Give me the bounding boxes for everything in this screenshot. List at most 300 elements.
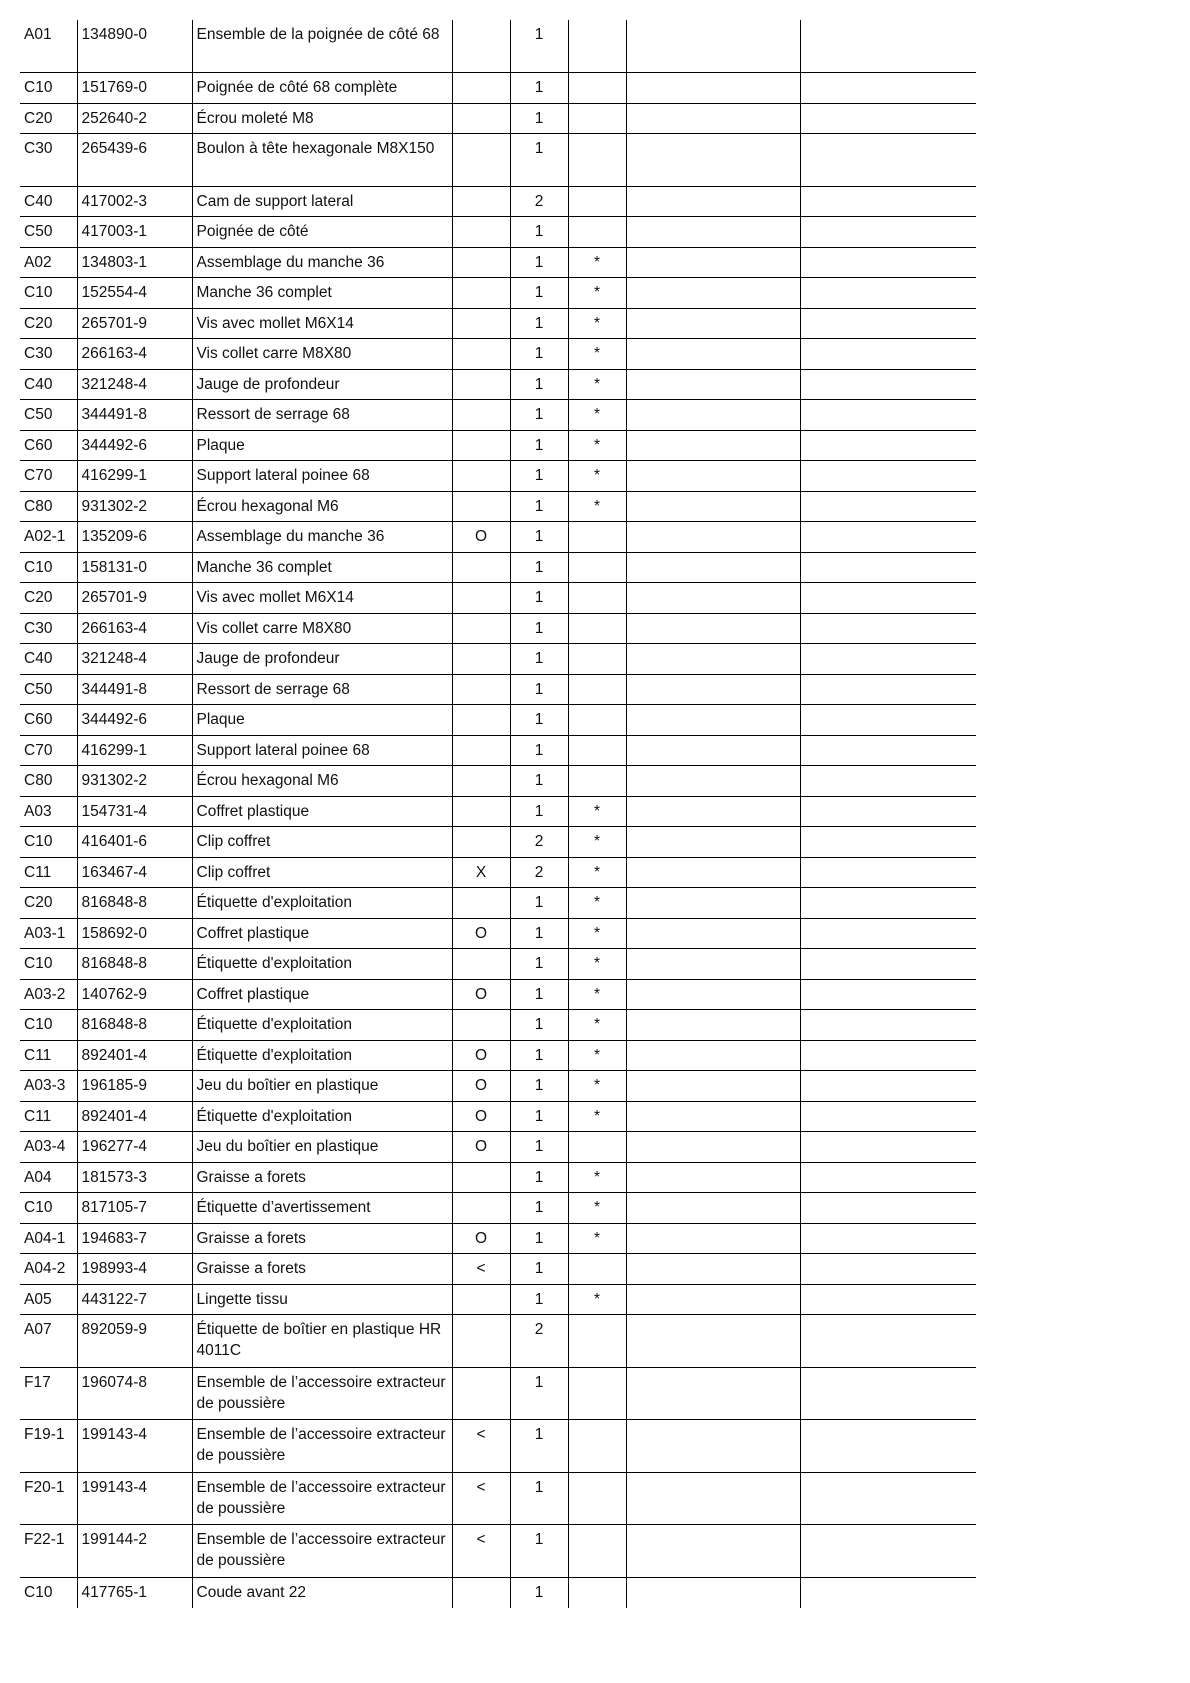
marker-cell <box>568 583 626 614</box>
empty-cell <box>800 552 976 583</box>
empty-cell <box>800 857 976 888</box>
marker-cell: * <box>568 1193 626 1224</box>
empty-cell <box>626 186 800 217</box>
marker-cell <box>568 103 626 134</box>
marker-cell: * <box>568 308 626 339</box>
empty-cell <box>800 1254 976 1285</box>
item-code-cell: A01 <box>20 20 77 73</box>
description-cell: Assemblage du manche 36 <box>192 522 452 553</box>
quantity-cell: 2 <box>510 1315 568 1368</box>
marker-cell: * <box>568 1223 626 1254</box>
empty-cell <box>800 705 976 736</box>
empty-cell <box>800 73 976 104</box>
empty-cell <box>626 888 800 919</box>
item-code-cell: A04 <box>20 1162 77 1193</box>
item-code-cell: C20 <box>20 103 77 134</box>
item-code-cell: C70 <box>20 735 77 766</box>
empty-cell <box>626 1420 800 1473</box>
item-code-cell: C30 <box>20 613 77 644</box>
table-row <box>20 888 976 919</box>
quantity-cell: 1 <box>510 1223 568 1254</box>
part-number-cell: 417003-1 <box>77 217 192 248</box>
note-cell <box>452 103 510 134</box>
part-number-cell: 266163-4 <box>77 613 192 644</box>
empty-cell <box>800 827 976 858</box>
table-row <box>20 247 976 278</box>
marker-cell <box>568 134 626 187</box>
marker-cell: * <box>568 918 626 949</box>
description-cell: Support lateral poinee 68 <box>192 735 452 766</box>
quantity-cell: 1 <box>510 461 568 492</box>
empty-cell <box>626 979 800 1010</box>
item-code-cell: C10 <box>20 827 77 858</box>
empty-cell <box>800 461 976 492</box>
description-cell: Plaque <box>192 430 452 461</box>
description-cell: Manche 36 complet <box>192 278 452 309</box>
quantity-cell: 1 <box>510 1010 568 1041</box>
table-row <box>20 583 976 614</box>
note-cell: < <box>452 1420 510 1473</box>
note-cell <box>452 1577 510 1608</box>
quantity-cell: 1 <box>510 103 568 134</box>
description-cell: Étiquette d'exploitation <box>192 1040 452 1071</box>
table-row <box>20 949 976 980</box>
empty-cell <box>800 949 976 980</box>
note-cell <box>452 1315 510 1368</box>
quantity-cell: 1 <box>510 979 568 1010</box>
quantity-cell: 1 <box>510 583 568 614</box>
marker-cell: * <box>568 888 626 919</box>
description-cell: Coude avant 22 <box>192 1577 452 1608</box>
table-row <box>20 1472 976 1525</box>
note-cell <box>452 552 510 583</box>
empty-cell <box>626 1254 800 1285</box>
item-code-cell: C10 <box>20 1010 77 1041</box>
part-number-cell: 199143-4 <box>77 1472 192 1525</box>
empty-cell <box>626 796 800 827</box>
empty-cell <box>626 1223 800 1254</box>
description-cell: Support lateral poinee 68 <box>192 461 452 492</box>
quantity-cell: 1 <box>510 1193 568 1224</box>
note-cell <box>452 1367 510 1420</box>
note-cell <box>452 20 510 73</box>
note-cell <box>452 400 510 431</box>
table-row <box>20 827 976 858</box>
table-row <box>20 1010 976 1041</box>
note-cell <box>452 134 510 187</box>
empty-cell <box>626 461 800 492</box>
table-row <box>20 1101 976 1132</box>
empty-cell <box>800 1223 976 1254</box>
description-cell: Clip coffret <box>192 827 452 858</box>
empty-cell <box>626 522 800 553</box>
empty-cell <box>626 73 800 104</box>
item-code-cell: A05 <box>20 1284 77 1315</box>
quantity-cell: 1 <box>510 949 568 980</box>
item-code-cell: C10 <box>20 278 77 309</box>
part-number-cell: 816848-8 <box>77 1010 192 1041</box>
note-cell: O <box>452 522 510 553</box>
quantity-cell: 1 <box>510 1525 568 1578</box>
quantity-cell: 1 <box>510 1284 568 1315</box>
table-row <box>20 1071 976 1102</box>
empty-cell <box>800 1071 976 1102</box>
item-code-cell: A03-2 <box>20 979 77 1010</box>
item-code-cell: C50 <box>20 674 77 705</box>
empty-cell <box>800 1101 976 1132</box>
table-row <box>20 1284 976 1315</box>
table-row <box>20 1577 976 1608</box>
marker-cell: * <box>568 369 626 400</box>
empty-cell <box>626 1101 800 1132</box>
empty-cell <box>626 949 800 980</box>
note-cell <box>452 583 510 614</box>
empty-cell <box>800 103 976 134</box>
table-row <box>20 308 976 339</box>
table-row <box>20 369 976 400</box>
part-number-cell: 892059-9 <box>77 1315 192 1368</box>
part-number-cell: 134803-1 <box>77 247 192 278</box>
empty-cell <box>626 430 800 461</box>
empty-cell <box>626 735 800 766</box>
description-cell: Assemblage du manche 36 <box>192 247 452 278</box>
part-number-cell: 198993-4 <box>77 1254 192 1285</box>
empty-cell <box>800 1284 976 1315</box>
table-row <box>20 857 976 888</box>
marker-cell: * <box>568 827 626 858</box>
part-number-cell: 344491-8 <box>77 400 192 431</box>
item-code-cell: C20 <box>20 583 77 614</box>
empty-cell <box>800 1010 976 1041</box>
empty-cell <box>626 103 800 134</box>
empty-cell <box>626 308 800 339</box>
empty-cell <box>800 583 976 614</box>
empty-cell <box>626 1162 800 1193</box>
item-code-cell: C10 <box>20 73 77 104</box>
item-code-cell: C50 <box>20 400 77 431</box>
marker-cell <box>568 1525 626 1578</box>
item-code-cell: C11 <box>20 857 77 888</box>
quantity-cell: 1 <box>510 552 568 583</box>
table-row <box>20 674 976 705</box>
description-cell: Ressort de serrage 68 <box>192 674 452 705</box>
marker-cell: * <box>568 339 626 370</box>
part-number-cell: 344492-6 <box>77 705 192 736</box>
item-code-cell: F19-1 <box>20 1420 77 1473</box>
marker-cell <box>568 73 626 104</box>
part-number-cell: 158692-0 <box>77 918 192 949</box>
quantity-cell: 1 <box>510 1472 568 1525</box>
empty-cell <box>800 674 976 705</box>
item-code-cell: F17 <box>20 1367 77 1420</box>
description-cell: Écrou hexagonal M6 <box>192 766 452 797</box>
empty-cell <box>626 674 800 705</box>
empty-cell <box>800 918 976 949</box>
part-number-cell: 417765-1 <box>77 1577 192 1608</box>
empty-cell <box>626 217 800 248</box>
marker-cell <box>568 735 626 766</box>
description-cell: Ensemble de l’accessoire extracteur de poussière <box>192 1367 452 1420</box>
item-code-cell: C40 <box>20 369 77 400</box>
quantity-cell: 1 <box>510 888 568 919</box>
description-cell: Jauge de profondeur <box>192 369 452 400</box>
part-number-cell: 931302-2 <box>77 766 192 797</box>
empty-cell <box>626 1367 800 1420</box>
table-row <box>20 979 976 1010</box>
marker-cell <box>568 705 626 736</box>
item-code-cell: C10 <box>20 1577 77 1608</box>
table-row <box>20 217 976 248</box>
description-cell: Vis avec mollet M6X14 <box>192 583 452 614</box>
description-cell: Vis avec mollet M6X14 <box>192 308 452 339</box>
note-cell <box>452 73 510 104</box>
table-row <box>20 430 976 461</box>
description-cell: Ensemble de l’accessoire extracteur de poussière <box>192 1420 452 1473</box>
description-cell: Graisse a forets <box>192 1162 452 1193</box>
empty-cell <box>800 1162 976 1193</box>
quantity-cell: 1 <box>510 796 568 827</box>
part-number-cell: 154731-4 <box>77 796 192 827</box>
empty-cell <box>800 134 976 187</box>
empty-cell <box>626 827 800 858</box>
description-cell: Coffret plastique <box>192 796 452 827</box>
item-code-cell: A03-1 <box>20 918 77 949</box>
empty-cell <box>800 430 976 461</box>
note-cell <box>452 613 510 644</box>
empty-cell <box>626 1525 800 1578</box>
part-number-cell: 194683-7 <box>77 1223 192 1254</box>
item-code-cell: F22-1 <box>20 1525 77 1578</box>
table-row <box>20 735 976 766</box>
quantity-cell: 1 <box>510 339 568 370</box>
empty-cell <box>626 400 800 431</box>
marker-cell <box>568 613 626 644</box>
note-cell <box>452 491 510 522</box>
empty-cell <box>626 491 800 522</box>
quantity-cell: 1 <box>510 400 568 431</box>
table-row <box>20 766 976 797</box>
description-cell: Manche 36 complet <box>192 552 452 583</box>
part-number-cell: 181573-3 <box>77 1162 192 1193</box>
part-number-cell: 199143-4 <box>77 1420 192 1473</box>
description-cell: Vis collet carre M8X80 <box>192 613 452 644</box>
item-code-cell: A04-1 <box>20 1223 77 1254</box>
empty-cell <box>800 20 976 73</box>
empty-cell <box>626 1472 800 1525</box>
part-number-cell: 443122-7 <box>77 1284 192 1315</box>
note-cell <box>452 430 510 461</box>
marker-cell: * <box>568 1071 626 1102</box>
empty-cell <box>800 1525 976 1578</box>
empty-cell <box>626 766 800 797</box>
quantity-cell: 2 <box>510 857 568 888</box>
table-row <box>20 73 976 104</box>
part-number-cell: 196074-8 <box>77 1367 192 1420</box>
parts-table <box>20 20 976 1608</box>
empty-cell <box>800 644 976 675</box>
description-cell: Étiquette d’avertissement <box>192 1193 452 1224</box>
item-code-cell: C11 <box>20 1101 77 1132</box>
table-row <box>20 1420 976 1473</box>
table-row <box>20 522 976 553</box>
marker-cell <box>568 766 626 797</box>
marker-cell <box>568 1577 626 1608</box>
description-cell: Jeu du boîtier en plastique <box>192 1071 452 1102</box>
empty-cell <box>800 308 976 339</box>
item-code-cell: A02 <box>20 247 77 278</box>
empty-cell <box>800 247 976 278</box>
part-number-cell: 158131-0 <box>77 552 192 583</box>
marker-cell <box>568 1254 626 1285</box>
empty-cell <box>626 1284 800 1315</box>
marker-cell: * <box>568 949 626 980</box>
quantity-cell: 1 <box>510 491 568 522</box>
description-cell: Ensemble de la poignée de côté 68 <box>192 20 452 73</box>
marker-cell <box>568 1132 626 1163</box>
item-code-cell: C10 <box>20 949 77 980</box>
quantity-cell: 1 <box>510 278 568 309</box>
empty-cell <box>800 186 976 217</box>
marker-cell: * <box>568 979 626 1010</box>
part-number-cell: 196277-4 <box>77 1132 192 1163</box>
table-row <box>20 134 976 187</box>
note-cell <box>452 796 510 827</box>
empty-cell <box>626 1040 800 1071</box>
note-cell <box>452 644 510 675</box>
table-row <box>20 552 976 583</box>
empty-cell <box>626 20 800 73</box>
note-cell: O <box>452 1071 510 1102</box>
empty-cell <box>800 1367 976 1420</box>
description-cell: Poignée de côté <box>192 217 452 248</box>
note-cell: O <box>452 1223 510 1254</box>
table-row <box>20 705 976 736</box>
table-row <box>20 103 976 134</box>
part-number-cell: 416299-1 <box>77 735 192 766</box>
marker-cell <box>568 20 626 73</box>
empty-cell <box>800 1577 976 1608</box>
table-row <box>20 186 976 217</box>
table-row <box>20 1315 976 1368</box>
quantity-cell: 1 <box>510 613 568 644</box>
item-code-cell: C20 <box>20 888 77 919</box>
note-cell <box>452 674 510 705</box>
description-cell: Étiquette d'exploitation <box>192 888 452 919</box>
description-cell: Coffret plastique <box>192 979 452 1010</box>
note-cell <box>452 949 510 980</box>
quantity-cell: 1 <box>510 1162 568 1193</box>
table-row <box>20 644 976 675</box>
item-code-cell: A07 <box>20 1315 77 1368</box>
quantity-cell: 1 <box>510 1101 568 1132</box>
table-row <box>20 796 976 827</box>
note-cell <box>452 766 510 797</box>
empty-cell <box>626 552 800 583</box>
part-number-cell: 266163-4 <box>77 339 192 370</box>
note-cell: < <box>452 1254 510 1285</box>
part-number-cell: 140762-9 <box>77 979 192 1010</box>
empty-cell <box>800 613 976 644</box>
part-number-cell: 252640-2 <box>77 103 192 134</box>
quantity-cell: 1 <box>510 134 568 187</box>
empty-cell <box>800 1315 976 1368</box>
item-code-cell: C70 <box>20 461 77 492</box>
table-row <box>20 1525 976 1578</box>
table-row <box>20 278 976 309</box>
note-cell: X <box>452 857 510 888</box>
table-row <box>20 461 976 492</box>
description-cell: Écrou moleté M8 <box>192 103 452 134</box>
marker-cell: * <box>568 1284 626 1315</box>
description-cell: Vis collet carre M8X80 <box>192 339 452 370</box>
empty-cell <box>626 1071 800 1102</box>
empty-cell <box>800 217 976 248</box>
item-code-cell: C60 <box>20 430 77 461</box>
part-number-cell: 344492-6 <box>77 430 192 461</box>
part-number-cell: 816848-8 <box>77 888 192 919</box>
note-cell <box>452 278 510 309</box>
part-number-cell: 892401-4 <box>77 1040 192 1071</box>
note-cell <box>452 888 510 919</box>
table-row <box>20 1254 976 1285</box>
description-cell: Clip coffret <box>192 857 452 888</box>
table-row <box>20 339 976 370</box>
description-cell: Graisse a forets <box>192 1223 452 1254</box>
item-code-cell: F20-1 <box>20 1472 77 1525</box>
quantity-cell: 1 <box>510 522 568 553</box>
quantity-cell: 1 <box>510 217 568 248</box>
part-number-cell: 816848-8 <box>77 949 192 980</box>
quantity-cell: 1 <box>510 247 568 278</box>
empty-cell <box>626 278 800 309</box>
marker-cell: * <box>568 461 626 492</box>
note-cell: < <box>452 1525 510 1578</box>
empty-cell <box>626 705 800 736</box>
table-row <box>20 491 976 522</box>
quantity-cell: 1 <box>510 735 568 766</box>
description-cell: Écrou hexagonal M6 <box>192 491 452 522</box>
marker-cell: * <box>568 1010 626 1041</box>
table-row <box>20 20 976 73</box>
empty-cell <box>800 278 976 309</box>
table-row <box>20 1040 976 1071</box>
item-code-cell: C20 <box>20 308 77 339</box>
part-number-cell: 892401-4 <box>77 1101 192 1132</box>
table-row <box>20 1132 976 1163</box>
table-row <box>20 400 976 431</box>
note-cell: < <box>452 1472 510 1525</box>
item-code-cell: C30 <box>20 134 77 187</box>
marker-cell: * <box>568 1101 626 1132</box>
item-code-cell: C11 <box>20 1040 77 1071</box>
note-cell <box>452 308 510 339</box>
note-cell <box>452 217 510 248</box>
empty-cell <box>626 644 800 675</box>
table-row <box>20 918 976 949</box>
description-cell: Jauge de profondeur <box>192 644 452 675</box>
note-cell <box>452 1010 510 1041</box>
part-number-cell: 152554-4 <box>77 278 192 309</box>
description-cell: Ensemble de l’accessoire extracteur de poussière <box>192 1525 452 1578</box>
item-code-cell: C30 <box>20 339 77 370</box>
item-code-cell: C40 <box>20 186 77 217</box>
part-number-cell: 163467-4 <box>77 857 192 888</box>
quantity-cell: 1 <box>510 308 568 339</box>
item-code-cell: C40 <box>20 644 77 675</box>
item-code-cell: A04-2 <box>20 1254 77 1285</box>
empty-cell <box>800 1040 976 1071</box>
note-cell: O <box>452 1132 510 1163</box>
